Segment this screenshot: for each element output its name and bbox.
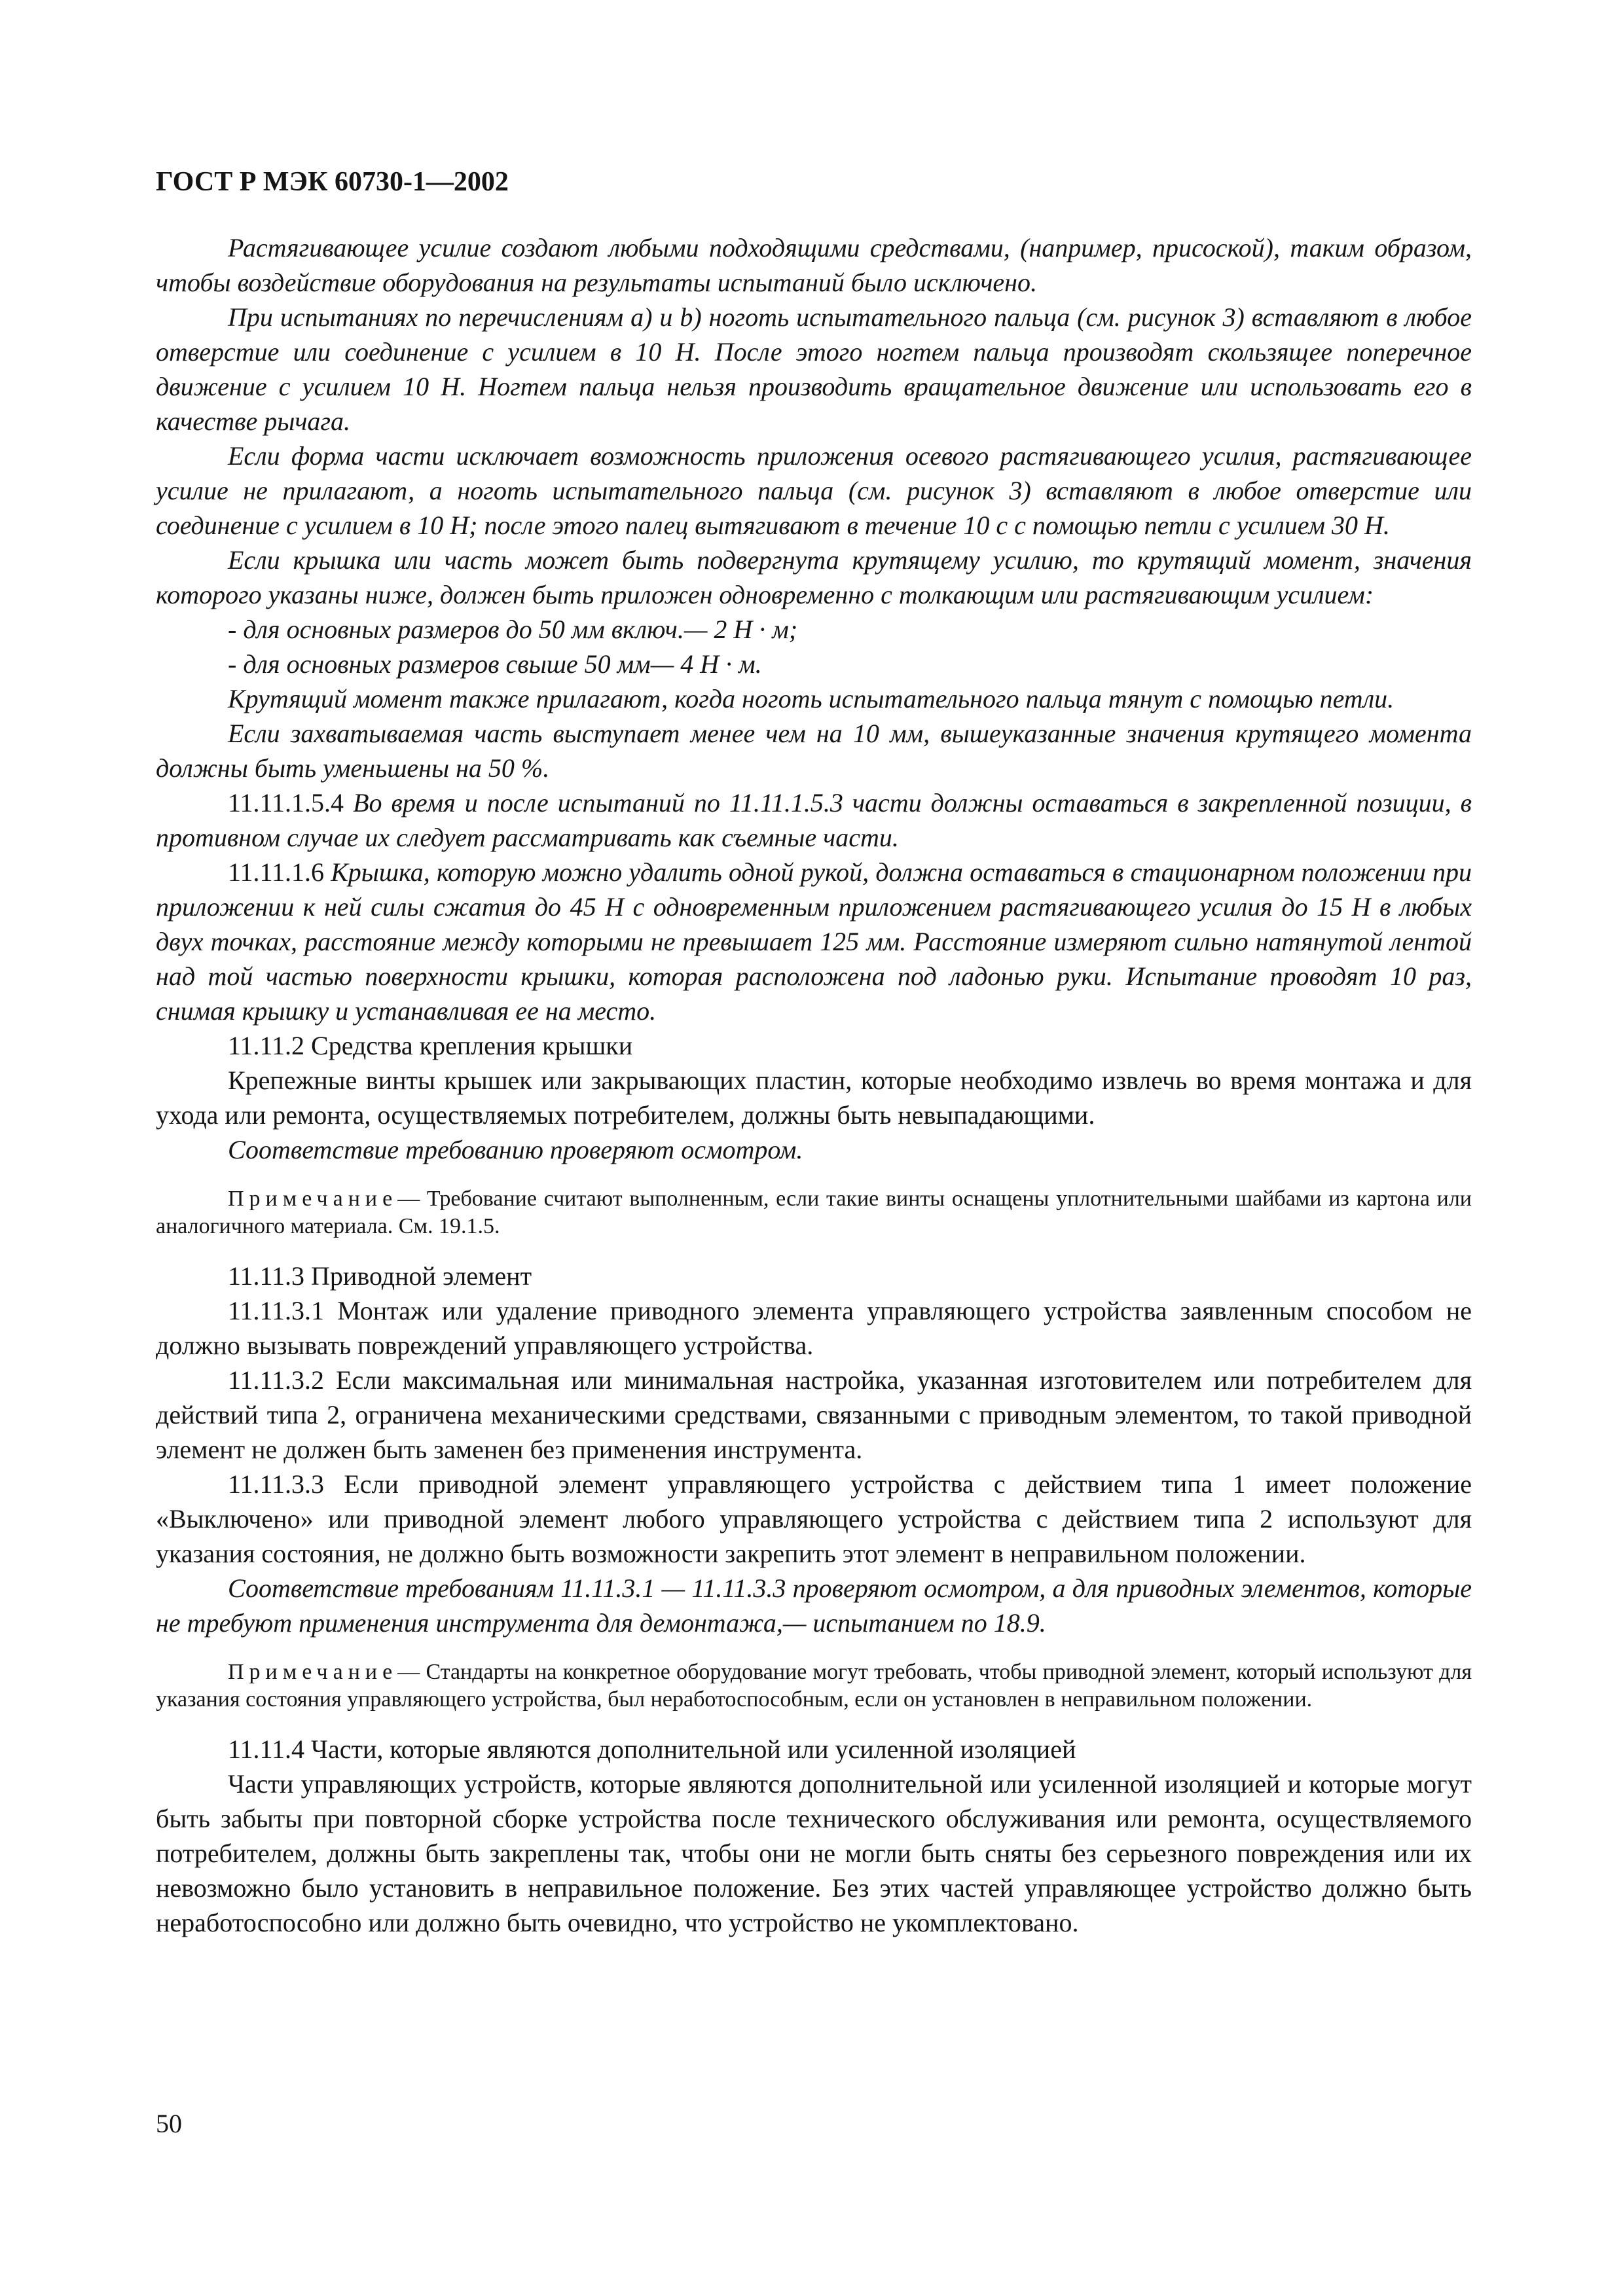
section-heading: 11.11.4 Части, которые являются дополнительной или усиленной изоляцией <box>228 1734 1076 1764</box>
document-page <box>156 164 1472 1940</box>
note-label: Примечание <box>228 1660 398 1684</box>
clause-text: Во время и после испытаний по 11.11.1.5.3 части должны оставаться в закрепленной позиции, в противном случае их следует рассматривать как съемные части. <box>156 788 1472 852</box>
clause-number: 11.11.1.5.4 <box>228 788 344 817</box>
paragraph: При испытаниях по перечислениям a) и b) ноготь испытательного пальца (см. рисунок 3) вставляют в любое отверстие или соединение с усилием в 10 Н. После этого ногтем пальца производят скользящее поперечное движение с усилием 10 Н. Ногтем пальца нельзя производить вращательное движение или использовать его в качестве рычага. <box>156 302 1472 436</box>
clause-11-11-1-6 <box>156 855 1472 1028</box>
clause-text: Крышка, которую можно удалить одной рукой, должна оставаться в стационарном положении при приложении к ней силы сжатия до 45 Н с одновременным приложением растягивающего усилия до 15 Н в любых двух точках, расстояние между которыми не превышает 125 мм. Расстояние измеряют сильно натянутой лентой над той частью поверхности крышки, которая расположена под ладонью руки. Испытание проводят 10 раз, снимая крышку и устанавливая ее на место. <box>156 857 1472 1026</box>
note <box>156 1659 1472 1713</box>
paragraph: Если форма части исключает возможность приложения осевого растягивающего усилия, растягивающее усилие не прилагают, а ноготь испытательного пальца (см. рисунок 3) вставляют в любое отверстие или соединение с усилием в 10 Н; после этого палец вытягивают в течение 10 с с помощью петли с усилием 30 Н. <box>156 441 1472 540</box>
paragraph: Крутящий момент также прилагают, когда ноготь испытательного пальца тянут с помощью петли. <box>228 684 1395 713</box>
note-text: — Требование считают выполненным, если такие винты оснащены уплотнительными шайбами из картона или аналогичного материала. См. 19.1.5. <box>156 1187 1472 1238</box>
paragraph: Части управляющих устройств, которые являются дополнительной или усиленной изоляцией и которые могут быть забыты при повторной сборке устройства после технического обслуживания или ремонта, осуществляемого потребителем, должны быть закреплены так, чтобы они не могли быть сняты без серьезного повреждения или их невозможно было установить в неправильное положение. Без этих частей управляющее устройство должно быть неработоспособно или должно быть очевидно, что устройство не укомплектовано. <box>156 1769 1472 1937</box>
paragraph: Растягивающее усилие создают любыми подходящими средствами, (например, присоской), таким образом, чтобы воздействие оборудования на результаты испытаний было исключено. <box>156 233 1472 297</box>
note <box>156 1185 1472 1240</box>
paragraph: Если крышка или часть может быть подвергнута крутящему усилию, то крутящий момент, значения которого указаны ниже, должен быть приложен одновременно с толкающим или растягивающим усилием: <box>156 545 1472 609</box>
clause-number: 11.11.1.6 <box>228 857 325 887</box>
paragraph: Соответствие требованию проверяют осмотром. <box>228 1135 803 1164</box>
page-header: ГОСТ Р МЭК 60730-1—2002 <box>156 167 509 197</box>
clause-11-11-1-5-4 <box>156 785 1472 855</box>
page-number: 50 <box>156 2109 182 2138</box>
paragraph: 11.11.3.2 Если максимальная или минимальная настройка, указанная изготовителем или потребителем для действий типа 2, ограничена механическими средствами, связанными с приводным элементом, то такой приводной элемент не должен быть заменен без применения инструмента. <box>156 1365 1472 1464</box>
paragraph: Если захватываемая часть выступает менее чем на 10 мм, вышеуказанные значения крутящего момента должны быть уменьшены на 50 %. <box>156 719 1472 783</box>
list-item: - для основных размеров до 50 мм включ.— 2 Н · м; <box>228 615 798 644</box>
list-item: - для основных размеров свыше 50 мм— 4 Н · м. <box>228 649 762 679</box>
paragraph: 11.11.3.3 Если приводной элемент управляющего устройства с действием типа 1 имеет положение «Выключено» или приводной элемент любого управляющего устройства с действием типа 2 используют для указания состояния, не должно быть возможности закрепить этот элемент в неправильном положении. <box>156 1469 1472 1568</box>
note-text: — Стандарты на конкретное оборудование могут требовать, чтобы приводной элемент, который используют для указания состояния управляющего устройства, был неработоспособным, если он установлен в неправильном положении. <box>156 1660 1472 1712</box>
section-heading: 11.11.3 Приводной элемент <box>228 1261 532 1291</box>
paragraph: 11.11.3.1 Монтаж или удаление приводного элемента управляющего устройства заявленным способом не должно вызывать повреждений управляющего устройства. <box>156 1296 1472 1360</box>
paragraph: Соответствие требованиям 11.11.3.1 — 11.11.3.3 проверяют осмотром, а для приводных элементов, которые не требуют применения инструмента для демонтажа,— испытанием по 18.9. <box>156 1573 1472 1638</box>
paragraph: Крепежные винты крышек или закрывающих пластин, которые необходимо извлечь во время монтажа и для ухода или ремонта, осуществляемых потребителем, должны быть невыпадающими. <box>156 1066 1472 1130</box>
section-heading: 11.11.2 Средства крепления крышки <box>228 1031 633 1060</box>
note-label: Примечание <box>228 1187 398 1211</box>
